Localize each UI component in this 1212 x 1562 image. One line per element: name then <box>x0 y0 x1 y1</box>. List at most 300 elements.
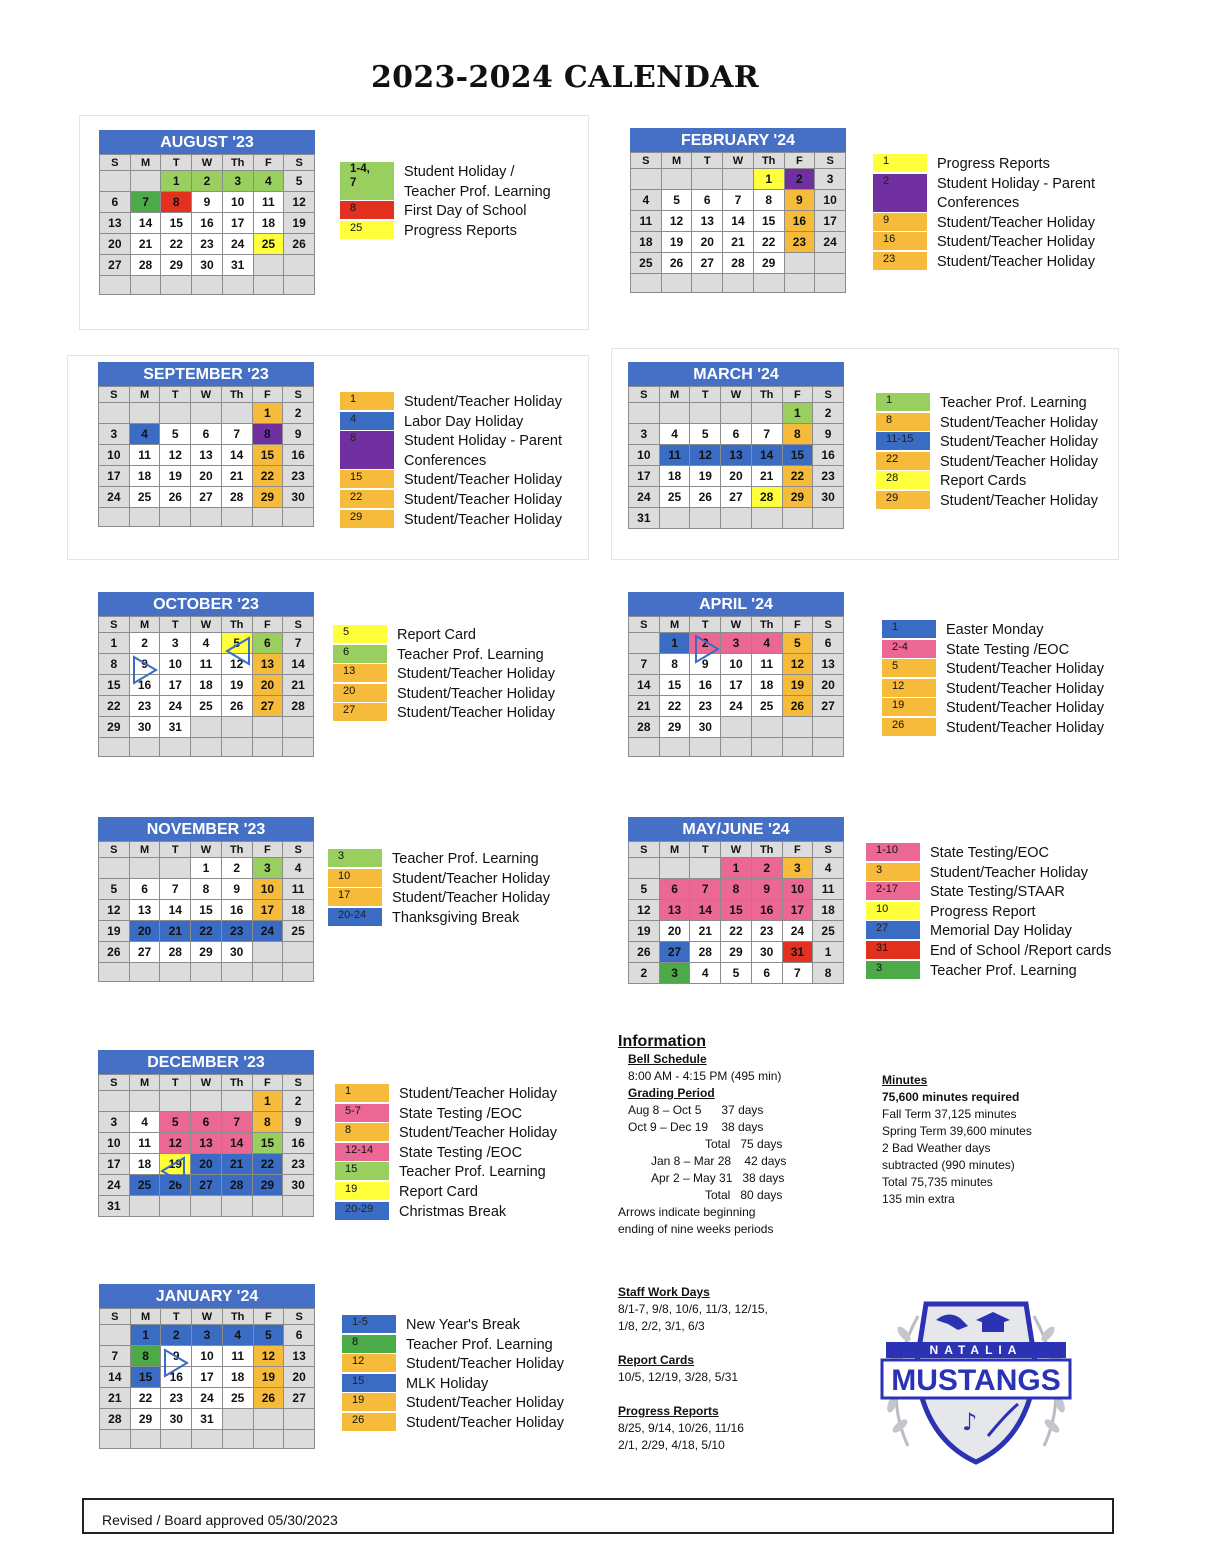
day-cell: 28 <box>221 487 252 508</box>
weekday-header: M <box>129 387 160 403</box>
legend-label: Progress Reports <box>404 222 517 239</box>
day-cell: 19 <box>221 675 252 696</box>
day-cell: 11 <box>751 654 782 675</box>
weekday-header: S <box>283 387 314 403</box>
day-cell: 21 <box>751 466 782 487</box>
day-cell <box>751 717 782 738</box>
month-header: NOVEMBER '23 <box>98 817 314 841</box>
weekday-header: M <box>130 155 161 171</box>
day-cell <box>221 717 252 738</box>
day-cell <box>191 1091 222 1112</box>
day-cell: 28 <box>283 696 314 717</box>
day-cell: 13 <box>284 1346 315 1367</box>
day-cell: 3 <box>721 633 752 654</box>
legend-label: Teacher Prof. Learning <box>392 851 539 867</box>
day-cell: 21 <box>221 466 252 487</box>
month-header: MARCH '24 <box>628 362 844 386</box>
logo-top-text: NATALIA <box>929 1343 1023 1357</box>
legend-label: Student/Teacher Holiday <box>946 700 1104 717</box>
day-cell: 30 <box>283 1175 314 1196</box>
day-cell <box>221 403 252 424</box>
day-cell <box>692 169 723 190</box>
day-cell: 9 <box>690 654 721 675</box>
day-cell: 9 <box>784 190 815 211</box>
bell-schedule-text: 8:00 AM - 4:15 PM (495 min) <box>628 1069 782 1083</box>
day-cell: 21 <box>221 1154 252 1175</box>
day-cell <box>191 738 222 757</box>
day-cell <box>283 963 314 982</box>
weekday-header: S <box>629 842 660 858</box>
legend-swatch: 13 <box>333 664 387 682</box>
day-cell <box>100 1325 131 1346</box>
day-cell: 24 <box>99 487 130 508</box>
day-cell: 6 <box>659 879 690 900</box>
day-cell: 14 <box>751 445 782 466</box>
day-cell <box>160 1091 191 1112</box>
legend-swatch: 16 <box>873 232 927 250</box>
day-cell <box>659 858 690 879</box>
legend-swatch: 6 <box>333 645 387 663</box>
day-cell: 24 <box>222 234 253 255</box>
day-cell: 15 <box>721 900 752 921</box>
legend-label: Student Holiday - Parent Conferences <box>404 433 562 469</box>
day-cell: 27 <box>100 255 131 276</box>
day-cell <box>253 1409 284 1430</box>
day-cell: 11 <box>283 879 314 900</box>
day-cell: 15 <box>191 900 222 921</box>
weekday-header: F <box>253 155 284 171</box>
day-cell: 14 <box>130 213 161 234</box>
day-cell <box>100 276 131 295</box>
day-cell <box>100 1430 131 1449</box>
weekday-header: Th <box>751 842 782 858</box>
day-cell: 15 <box>130 1367 161 1388</box>
legend-label: MLK Holiday <box>406 1375 489 1392</box>
day-cell: 4 <box>631 190 662 211</box>
weekday-header: S <box>284 155 315 171</box>
day-cell: 9 <box>129 654 160 675</box>
weekday-header: S <box>813 617 844 633</box>
day-cell: 29 <box>130 1409 161 1430</box>
weekday-header: T <box>160 387 191 403</box>
minutes-line-2: Spring Term 39,600 minutes <box>882 1124 1032 1138</box>
day-cell: 1 <box>191 858 222 879</box>
day-cell: 3 <box>629 424 660 445</box>
weekday-header: W <box>721 617 752 633</box>
day-cell: 24 <box>782 921 813 942</box>
day-cell <box>782 738 813 757</box>
day-cell: 26 <box>661 253 692 274</box>
day-cell: 8 <box>782 424 813 445</box>
day-cell: 11 <box>129 1133 160 1154</box>
day-cell <box>815 274 846 293</box>
month-calendar <box>628 362 844 529</box>
weekday-header: Th <box>221 1075 252 1091</box>
legend-label: State Testing /EOC <box>946 641 1070 658</box>
day-cell <box>161 1430 192 1449</box>
month-header: FEBRUARY '24 <box>630 128 846 152</box>
legend-swatch: 23 <box>873 252 927 270</box>
day-cell: 17 <box>99 466 130 487</box>
day-cell <box>252 508 283 527</box>
month-calendar <box>98 362 314 527</box>
day-cell: 4 <box>659 424 690 445</box>
day-cell: 5 <box>690 424 721 445</box>
day-cell: 7 <box>221 1112 252 1133</box>
day-cell: 4 <box>751 633 782 654</box>
day-cell: 16 <box>784 211 815 232</box>
day-cell: 5 <box>661 190 692 211</box>
day-cell: 27 <box>284 1388 315 1409</box>
day-cell: 25 <box>129 1175 160 1196</box>
day-cell: 16 <box>690 675 721 696</box>
legend-swatch: 2-4 <box>882 640 936 658</box>
day-cell: 26 <box>629 942 660 963</box>
weekday-header: Th <box>751 387 782 403</box>
day-cell <box>784 274 815 293</box>
day-cell: 15 <box>99 675 130 696</box>
day-cell: 2 <box>784 169 815 190</box>
day-cell: 16 <box>192 213 223 234</box>
month-calendar <box>98 1050 314 1217</box>
legend-label: Student/Teacher Holiday <box>946 661 1104 678</box>
staff-work-days-heading: Staff Work Days <box>618 1285 710 1299</box>
day-cell: 26 <box>160 487 191 508</box>
day-cell: 28 <box>130 255 161 276</box>
legend-swatch: 20-24 <box>328 908 382 926</box>
legend-swatch: 2-17 <box>866 882 920 900</box>
day-cell: 13 <box>659 900 690 921</box>
weekday-header: W <box>191 1075 222 1091</box>
day-cell: 5 <box>160 1112 191 1133</box>
day-cell: 4 <box>813 858 844 879</box>
day-cell: 8 <box>99 654 130 675</box>
day-cell: 27 <box>252 696 283 717</box>
day-cell: 6 <box>191 424 222 445</box>
day-cell: 23 <box>129 696 160 717</box>
day-cell: 8 <box>161 192 192 213</box>
day-cell: 13 <box>191 1133 222 1154</box>
legend-swatch: 5 <box>333 625 387 643</box>
weekday-header: F <box>782 387 813 403</box>
day-cell: 3 <box>99 1112 130 1133</box>
day-cell: 11 <box>253 192 284 213</box>
day-cell <box>283 738 314 757</box>
legend-label: Memorial Day Holiday <box>930 923 1072 940</box>
day-cell: 29 <box>659 717 690 738</box>
day-cell: 4 <box>690 963 721 984</box>
day-cell: 9 <box>283 1112 314 1133</box>
day-cell: 4 <box>283 858 314 879</box>
weekday-header: S <box>283 842 314 858</box>
day-cell: 17 <box>192 1367 223 1388</box>
day-cell: 19 <box>253 1367 284 1388</box>
day-cell: 10 <box>782 879 813 900</box>
legend-label: Student/Teacher Holiday <box>404 491 562 508</box>
legend-label: Progress Report <box>930 903 1036 920</box>
day-cell: 27 <box>191 1175 222 1196</box>
weekday-header: S <box>813 387 844 403</box>
day-cell <box>659 738 690 757</box>
day-cell: 3 <box>782 858 813 879</box>
day-cell: 5 <box>99 879 130 900</box>
legend-label: State Testing/EOC <box>930 845 1050 861</box>
month-calendar <box>98 817 314 982</box>
legend-swatch: 15 <box>342 1374 396 1392</box>
legend-label: Report Cards <box>940 473 1027 490</box>
weekday-header: S <box>100 1309 131 1325</box>
day-cell: 5 <box>160 424 191 445</box>
day-cell: 10 <box>721 654 752 675</box>
day-cell <box>221 738 252 757</box>
legend-swatch: 25 <box>340 221 394 239</box>
day-cell: 25 <box>751 696 782 717</box>
day-cell <box>284 1430 315 1449</box>
day-cell <box>191 508 222 527</box>
weekday-header: Th <box>221 617 252 633</box>
day-cell: 24 <box>160 696 191 717</box>
weekday-header: F <box>252 387 283 403</box>
day-cell: 5 <box>284 171 315 192</box>
day-cell: 29 <box>161 255 192 276</box>
legend-swatch: 8 <box>342 1335 396 1353</box>
month-header: AUGUST '23 <box>99 130 315 154</box>
day-cell: 24 <box>99 1175 130 1196</box>
day-cell <box>221 963 252 982</box>
day-cell: 18 <box>659 466 690 487</box>
day-cell: 25 <box>283 921 314 942</box>
day-cell <box>252 1196 283 1217</box>
weekday-header: S <box>100 155 131 171</box>
day-cell <box>629 633 660 654</box>
legend-swatch: 8 <box>340 431 394 469</box>
day-cell: 7 <box>221 424 252 445</box>
legend-label: Student/Teacher Holiday <box>937 253 1095 270</box>
day-cell: 31 <box>222 255 253 276</box>
weekday-header: T <box>161 155 192 171</box>
day-cell: 5 <box>782 633 813 654</box>
legend-label: Easter Monday <box>946 622 1044 638</box>
day-cell: 21 <box>160 921 191 942</box>
day-cell <box>130 276 161 295</box>
day-cell: 7 <box>100 1346 131 1367</box>
day-cell <box>129 1196 160 1217</box>
day-cell: 15 <box>782 445 813 466</box>
day-cell: 15 <box>252 445 283 466</box>
day-cell: 6 <box>692 190 723 211</box>
month-header: OCTOBER '23 <box>98 592 314 616</box>
day-cell: 17 <box>629 466 660 487</box>
day-cell: 7 <box>782 963 813 984</box>
day-cell: 14 <box>221 1133 252 1154</box>
day-cell: 17 <box>721 675 752 696</box>
day-cell: 13 <box>721 445 752 466</box>
legend-label: Student/Teacher Holiday <box>940 414 1098 431</box>
day-cell <box>721 508 752 529</box>
weekday-header: M <box>661 153 692 169</box>
staff-line-1: 8/1-7, 9/8, 10/6, 11/3, 12/15, <box>618 1302 768 1316</box>
legend-label: Labor Day Holiday <box>404 413 524 430</box>
weekday-header: M <box>130 1309 161 1325</box>
day-cell <box>284 1409 315 1430</box>
grading-row-4: Apr 2 – May 31 38 days <box>651 1171 785 1185</box>
weekday-header: T <box>690 387 721 403</box>
legend-swatch: 22 <box>876 452 930 470</box>
day-cell: 31 <box>160 717 191 738</box>
day-cell <box>629 858 660 879</box>
grading-row-1: Aug 8 – Oct 5 37 days <box>628 1103 764 1117</box>
day-cell: 10 <box>222 192 253 213</box>
legend-swatch: 1-10 <box>866 843 920 861</box>
day-cell: 10 <box>99 1133 130 1154</box>
day-cell: 4 <box>222 1325 253 1346</box>
legend-label: Student/Teacher Holiday <box>940 453 1098 470</box>
day-cell <box>192 1430 223 1449</box>
day-cell <box>99 403 130 424</box>
day-cell: 18 <box>191 675 222 696</box>
day-cell: 3 <box>252 858 283 879</box>
day-cell <box>661 274 692 293</box>
day-cell: 23 <box>221 921 252 942</box>
day-cell <box>283 717 314 738</box>
legend-swatch: 1 <box>340 392 394 410</box>
legend-swatch: 15 <box>335 1162 389 1180</box>
progress-reports-dates-1: 8/25, 9/14, 10/26, 11/16 <box>618 1421 744 1435</box>
day-cell: 20 <box>191 466 222 487</box>
legend-swatch: 1-4, 7 <box>340 162 394 200</box>
day-cell <box>690 858 721 879</box>
month-calendar <box>630 128 846 293</box>
day-cell: 24 <box>629 487 660 508</box>
weekday-header: F <box>252 617 283 633</box>
weekday-header: S <box>283 617 314 633</box>
day-cell: 12 <box>782 654 813 675</box>
day-cell: 9 <box>221 879 252 900</box>
legend-label: Student/Teacher Holiday <box>406 1356 564 1373</box>
day-cell <box>192 276 223 295</box>
day-cell <box>222 1409 253 1430</box>
day-cell: 2 <box>629 963 660 984</box>
day-cell: 5 <box>721 963 752 984</box>
day-cell: 30 <box>813 487 844 508</box>
legend-swatch: 3 <box>866 961 920 979</box>
month-header: DECEMBER '23 <box>98 1050 314 1074</box>
legend-label: Student/Teacher Holiday <box>406 1395 564 1412</box>
day-cell <box>160 403 191 424</box>
day-cell: 25 <box>631 253 662 274</box>
day-cell <box>161 276 192 295</box>
day-cell: 17 <box>782 900 813 921</box>
day-cell: 12 <box>160 1133 191 1154</box>
day-cell: 27 <box>191 487 222 508</box>
legend-label: Student/Teacher Holiday <box>404 394 562 410</box>
day-cell: 13 <box>813 654 844 675</box>
day-cell: 6 <box>813 633 844 654</box>
legend-swatch: 10 <box>328 869 382 887</box>
report-cards-heading: Report Cards <box>618 1353 695 1367</box>
day-cell: 29 <box>753 253 784 274</box>
legend-label: Report Card <box>397 627 476 643</box>
day-cell: 3 <box>192 1325 223 1346</box>
legend-swatch: 8 <box>335 1123 389 1141</box>
weekday-header: S <box>631 153 662 169</box>
legend-swatch: 1 <box>335 1084 389 1102</box>
legend-swatch: 27 <box>866 921 920 939</box>
day-cell: 14 <box>283 654 314 675</box>
day-cell: 8 <box>659 654 690 675</box>
page-title: 2023-2024 CALENDAR <box>370 60 760 95</box>
day-cell: 19 <box>782 675 813 696</box>
weekday-header: Th <box>221 387 252 403</box>
day-cell: 14 <box>160 900 191 921</box>
day-cell: 3 <box>160 633 191 654</box>
day-cell: 11 <box>659 445 690 466</box>
day-cell: 20 <box>721 466 752 487</box>
weekday-header: T <box>692 153 723 169</box>
day-cell: 3 <box>815 169 846 190</box>
day-cell: 2 <box>129 633 160 654</box>
day-cell: 30 <box>283 487 314 508</box>
day-cell <box>160 963 191 982</box>
day-cell: 18 <box>751 675 782 696</box>
day-cell <box>690 508 721 529</box>
day-cell <box>751 403 782 424</box>
day-cell: 14 <box>221 445 252 466</box>
day-cell: 17 <box>815 211 846 232</box>
weekday-header: Th <box>753 153 784 169</box>
day-cell: 17 <box>99 1154 130 1175</box>
day-cell <box>160 858 191 879</box>
legend-swatch: 8 <box>876 413 930 431</box>
arrows-note-1: Arrows indicate beginning <box>618 1205 756 1219</box>
weekday-header: F <box>252 842 283 858</box>
arrow-oct-9-icon <box>131 655 159 685</box>
svg-text:♪: ♪ <box>962 1408 978 1436</box>
legend-label: End of School /Report cards <box>930 942 1112 959</box>
day-cell: 20 <box>284 1367 315 1388</box>
day-cell <box>659 508 690 529</box>
legend-swatch: 3 <box>328 849 382 867</box>
day-cell: 16 <box>161 1367 192 1388</box>
day-cell <box>129 963 160 982</box>
day-cell <box>191 1196 222 1217</box>
day-cell <box>721 738 752 757</box>
legend-label: First Day of School <box>404 203 527 220</box>
legend-swatch: 2 <box>873 174 927 212</box>
day-cell: 29 <box>252 1175 283 1196</box>
day-cell: 14 <box>723 211 754 232</box>
day-cell: 19 <box>629 921 660 942</box>
day-cell: 5 <box>629 879 660 900</box>
legend-swatch: 20 <box>333 684 387 702</box>
day-cell: 2 <box>221 858 252 879</box>
day-cell: 15 <box>659 675 690 696</box>
day-cell: 29 <box>252 487 283 508</box>
day-cell <box>690 738 721 757</box>
day-cell: 23 <box>784 232 815 253</box>
legend-label: Student/Teacher Holiday <box>404 472 562 489</box>
day-cell: 12 <box>690 445 721 466</box>
day-cell: 26 <box>160 1175 191 1196</box>
day-cell: 29 <box>782 487 813 508</box>
day-cell <box>130 171 161 192</box>
day-cell <box>100 171 131 192</box>
day-cell: 5 <box>253 1325 284 1346</box>
day-cell <box>129 858 160 879</box>
day-cell: 29 <box>191 942 222 963</box>
day-cell <box>784 253 815 274</box>
day-cell: 22 <box>252 1154 283 1175</box>
